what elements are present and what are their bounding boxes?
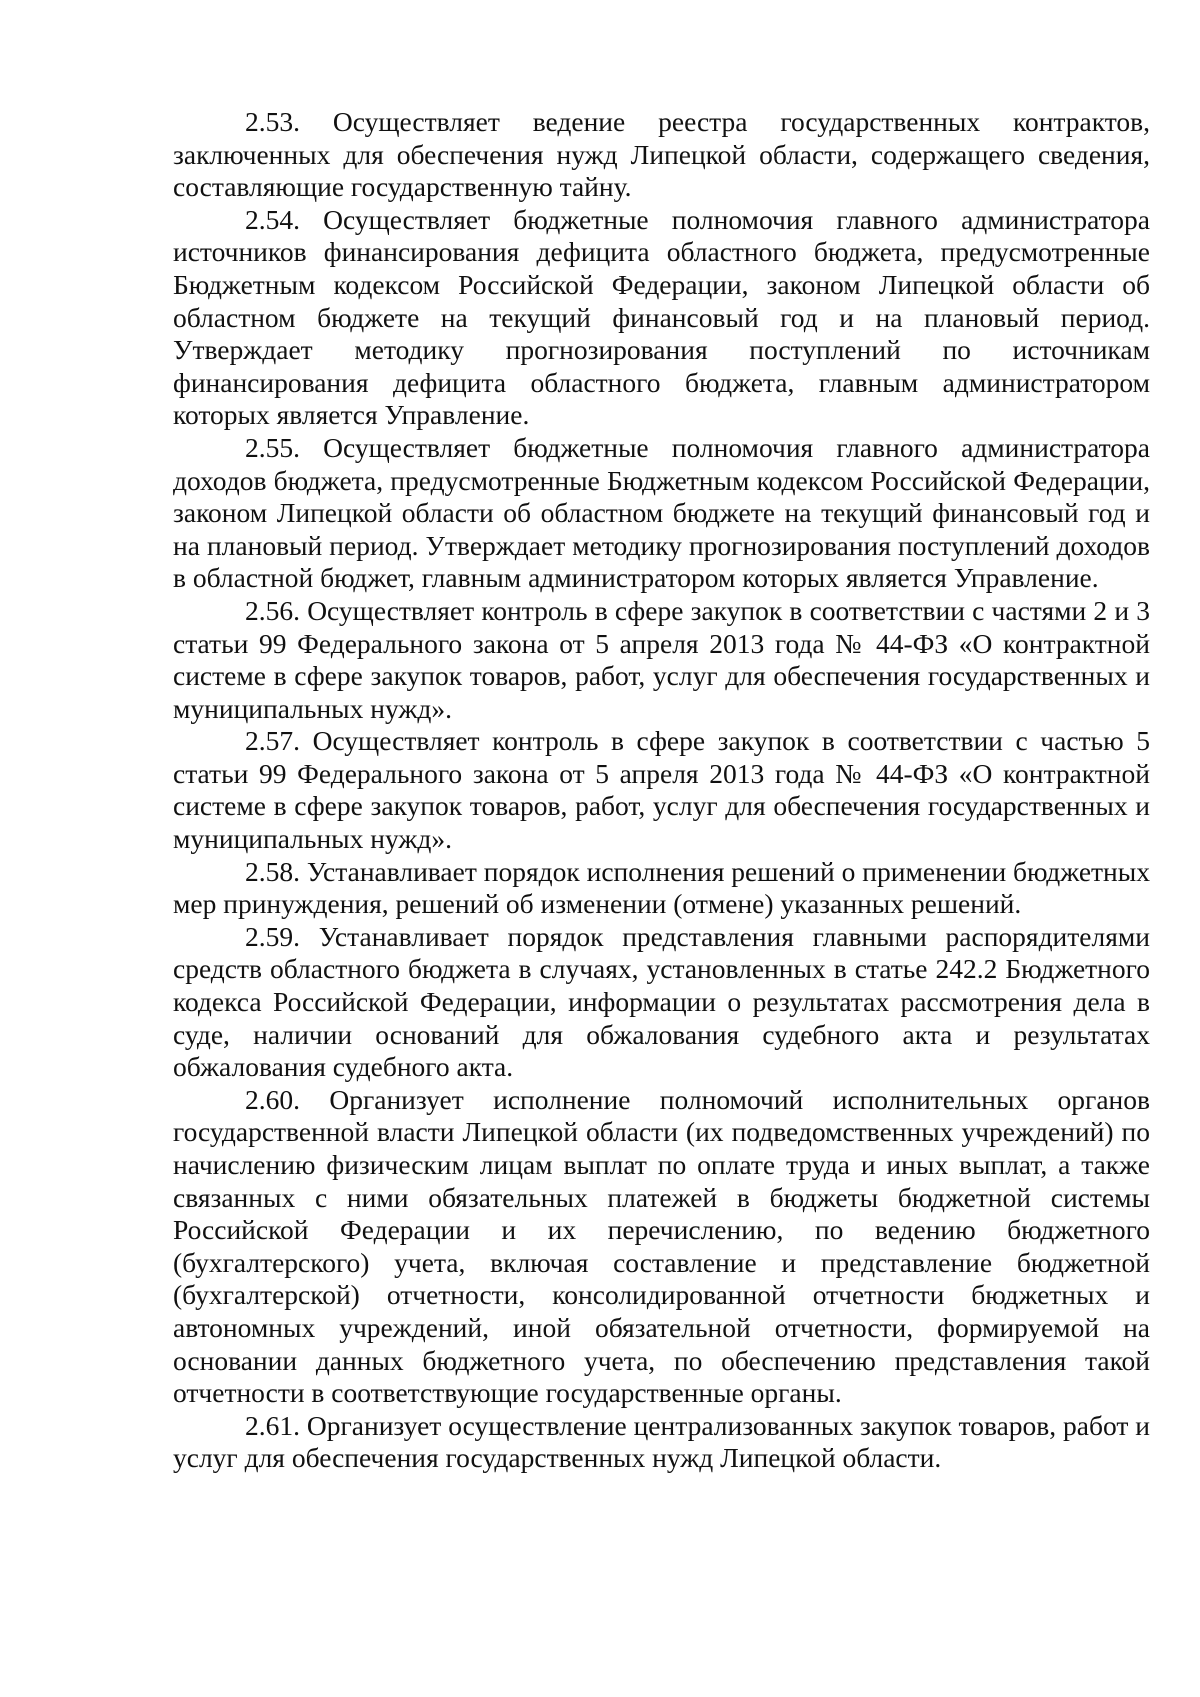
paragraph-2-59: 2.59. Устанавливает порядок представления главными распорядителями средств областного бюджета в случаях, установленных в статье 242.2 Бюджетного кодекса Российской Федерации, информации о результатах рассмотрения дела в суде, наличии оснований для обжалования судебного акта и результатах обжалования судебного акта. — [173, 920, 1150, 1083]
paragraph-2-54: 2.54. Осуществляет бюджетные полномочия главного администратора источников финансирования дефицита областного бюджета, предусмотренные Бюджетным кодексом Российской Федерации, законом Липецкой области об областном бюджете на текущий финансовый год и на плановый период. Утверждает методику прогнозирования поступлений по источникам финансирования дефицита областного бюджета, главным администратором которых является Управление. — [173, 203, 1150, 431]
paragraph-2-60: 2.60. Организует исполнение полномочий исполнительных органов государственной власти Липецкой области (их подведомственных учреждений) по начислению физическим лицам выплат по оплате труда и иных выплат, а также связанных с ними обязательных платежей в бюджеты бюджетной системы Российской Федерации и их перечислению, по ведению бюджетного (бухгалтерского) учета, включая составление и представление бюджетной (бухгалтерской) отчетности, консолидированной отчетности бюджетных и автономных учреждений, иной обязательной отчетности, формируемой на основании данных бюджетного учета, по обеспечению представления такой отчетности в соответствующие государственные органы. — [173, 1083, 1150, 1409]
paragraph-2-56: 2.56. Осуществляет контроль в сфере закупок в соответствии с частями 2 и 3 статьи 99 Федерального закона от 5 апреля 2013 года № 44-ФЗ «О контрактной системе в сфере закупок товаров, работ, услуг для обеспечения государственных и муниципальных нужд». — [173, 594, 1150, 724]
paragraph-2-53: 2.53. Осуществляет ведение реестра государственных контрактов, заключенных для обеспечения нужд Липецкой области, содержащего сведения, составляющие государственную тайну. — [173, 106, 1150, 203]
paragraph-2-58: 2.58. Устанавливает порядок исполнения решений о применении бюджетных мер принуждения, решений об изменении (отмене) указанных решений. — [173, 855, 1150, 920]
paragraph-2-61: 2.61. Организует осуществление централизованных закупок товаров, работ и услуг для обеспечения государственных нужд Липецкой области. — [173, 1409, 1150, 1474]
document-page — [173, 106, 1150, 1475]
paragraph-2-57: 2.57. Осуществляет контроль в сфере закупок в соответствии с частью 5 статьи 99 Федерального закона от 5 апреля 2013 года № 44-ФЗ «О контрактной системе в сфере закупок товаров, работ, услуг для обеспечения государственных и муниципальных нужд». — [173, 725, 1150, 855]
paragraph-2-55: 2.55. Осуществляет бюджетные полномочия главного администратора доходов бюджета, предусмотренные Бюджетным кодексом Российской Федерации, законом Липецкой области об областном бюджете на текущий финансовый год и на плановый период. Утверждает методику прогнозирования поступлений доходов в областной бюджет, главным администратором которых является Управление. — [173, 431, 1150, 594]
